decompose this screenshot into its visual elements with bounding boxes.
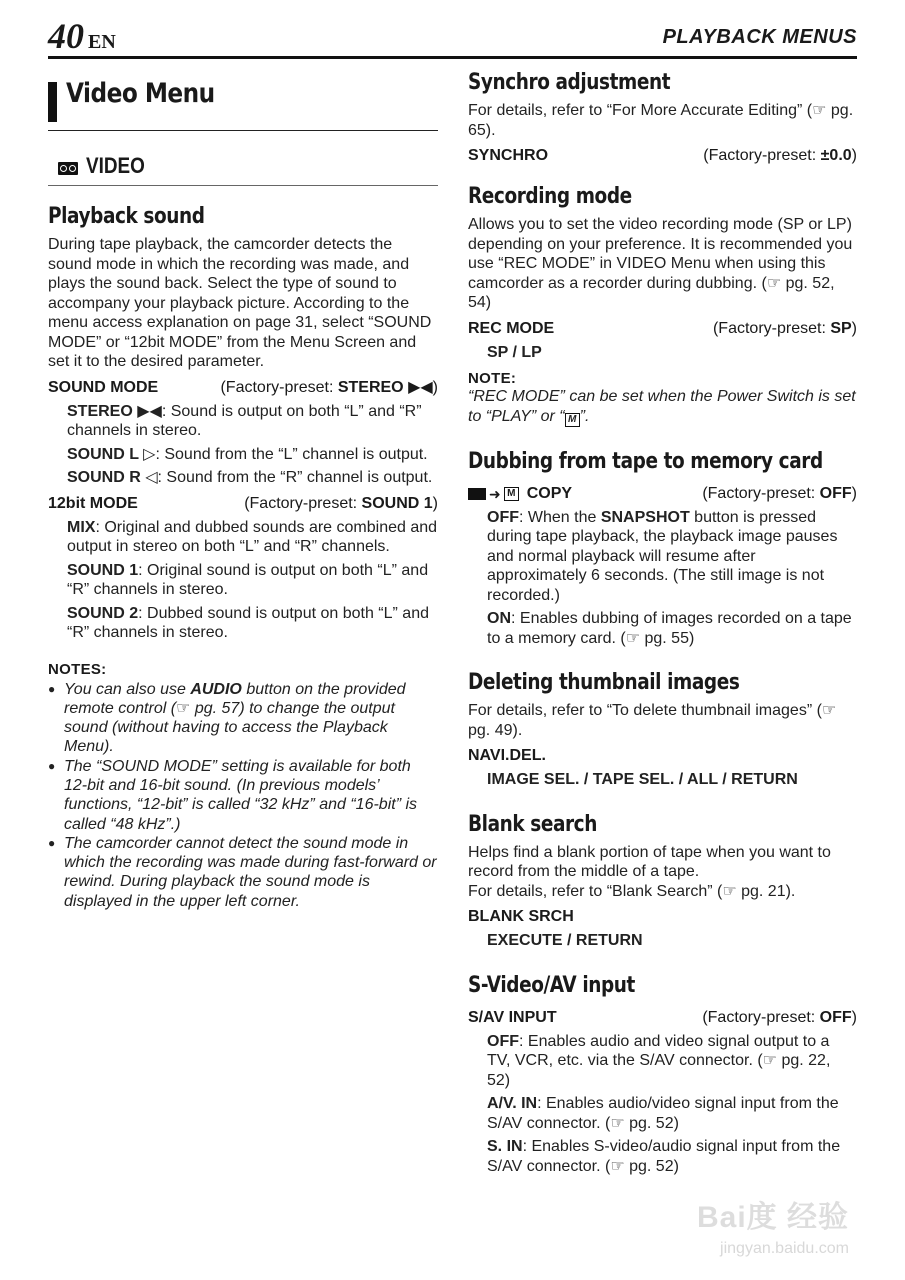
sav-input-options [468,1032,857,1177]
recording-body: Allows you to set the video recording mode (SP or LP) depending on your preference. It is recommended you use “REC MODE” in VIDEO Menu when using this camcorder as a recorder during dubbing. (☞ pg. 52, 54) [468,216,853,311]
navi-del-row: NAVI.DEL. [468,747,546,764]
right-column [468,64,857,1176]
option-off: OFF: Enables audio and video signal output to a TV, VCR, etc. via the S/AV connector. (☞ pg. 22, 52) [487,1032,831,1089]
option-s-in: S. IN: Enables S-video/audio signal input from the S/AV connector. (☞ pg. 52) [487,1138,841,1175]
rec-mode-note: “REC MODE” can be set when the Power Switch is set to “PLAY” or “ M ”. [468,388,856,425]
copy-row: ➜ M COPY (Factory-preset: OFF) [468,484,857,504]
note-item: ● The camcorder cannot detect the sound mode in which the recording was made during fast-forward or rewind. During playback the sound mode is displayed in the upper left corner. [64,834,438,911]
heading-recording-mode: Recording mode [468,184,632,209]
tape-to-card-icon: ➜ M [468,484,519,504]
sound-mode-row: SOUND MODE (Factory-preset: STEREO ▶◀) [48,378,438,396]
option-sound-r: SOUND R ◁: Sound from the “R” channel is output. [67,469,433,486]
synchro-row: SYNCHRO (Factory-preset: ±0.0) [468,147,857,164]
option-sound-l: SOUND L ▷: Sound from the “L” channel is output. [67,445,428,463]
bit-mode-options [48,518,438,643]
note-item: ● The “SOUND MODE” setting is available for both 12-bit and 16-bit sound. (In previous models’ functions, “12-bit” is called “32 kHz” and “16-bit” is called “48 kHz”.) [64,757,438,834]
option-stereo: STEREO ▶◀: Sound is output on both “L” and “R” channels in stereo. [67,402,422,439]
watermark-url: jingyan.baidu.com [720,1240,849,1257]
page-number: 40 EN [48,16,116,56]
video-subheading: VIDEO [48,145,438,186]
option-mix: MIX: Original and dubbed sounds are combined and output in stereo on both “L” and “R” channels. [67,518,438,555]
blank-body-1: Helps find a blank portion of tape when you want to record from the middle of a tape. [468,843,831,880]
menu-title: Video Menu [48,76,438,131]
bit-mode-row: 12bit MODE (Factory-preset: SOUND 1) [48,494,438,512]
heading-playback-sound: Playback sound [48,204,205,229]
memory-mode-icon: M [565,413,580,427]
synchro-body: For details, refer to “For More Accurate Editing” (☞ pg. 65). [468,102,854,139]
copy-options [468,508,857,649]
navi-del-options: IMAGE SEL. / TAPE SEL. / ALL / RETURN [487,771,798,788]
thumbnail-body: For details, refer to “To delete thumbnail images” (☞ pg. 49). [468,702,837,739]
option-sound1: SOUND 1: Original sound is output on both “L” and “R” channels in stereo. [67,561,429,598]
option-av-in: A/V. IN: Enables audio/video signal input from the S/AV connector. (☞ pg. 52) [487,1095,839,1132]
heading-thumbnail: Deleting thumbnail images [468,670,740,695]
playback-sound-body: During tape playback, the camcorder detects the sound mode in which the recording was made, and plays the sound back. Select the type of sound to accompany your playback picture. According to the menu access explanation on page 31, select “SOUND MODE” or “12bit MODE” from the Menu Screen and set it to the desired parameter. [48,236,432,370]
rec-mode-row: REC MODE (Factory-preset: SP) [468,319,857,337]
note-item: ● You can also use AUDIO button on the provided remote control (☞ pg. 57) to change the output sound (without having to access the Playback Menu). [64,680,438,757]
heading-s-video-av: S-Video/AV input [468,972,635,998]
option-off: OFF: When the SNAPSHOT button is pressed during tape playback, the playback image pauses and normal playback will resume after approximately 6 seconds. (The still image is not recorded.) [487,508,838,604]
note-title: NOTE: [468,370,517,387]
heading-dubbing: Dubbing from tape to memory card [468,448,823,474]
option-sound2: SOUND 2: Dubbed sound is output on both “L” and “R” channels in stereo. [67,604,429,641]
heading-blank-search: Blank search [468,811,597,837]
notes-title: NOTES: [48,660,107,678]
heading-synchro: Synchro adjustment [468,70,671,95]
watermark-logo: Bai度 经验 [696,1201,849,1234]
notes-list [48,680,438,912]
blank-srch-options: EXECUTE / RETURN [487,932,643,949]
section-title: PLAYBACK MENUS [662,26,857,48]
rec-mode-options: SP / LP [487,343,542,361]
option-on: ON: Enables dubbing of images recorded on a tape to a memory card. (☞ pg. 55) [487,610,852,647]
left-column [48,64,438,911]
sound-mode-options [48,402,438,488]
tape-icon [58,162,78,175]
sav-input-row: S/AV INPUT (Factory-preset: OFF) [468,1008,857,1026]
header-rule [48,56,857,59]
blank-body-2: For details, refer to “Blank Search” (☞ pg. 21). [468,882,796,900]
blank-srch-row: BLANK SRCH [468,908,574,925]
title-bar-decoration [48,82,57,122]
